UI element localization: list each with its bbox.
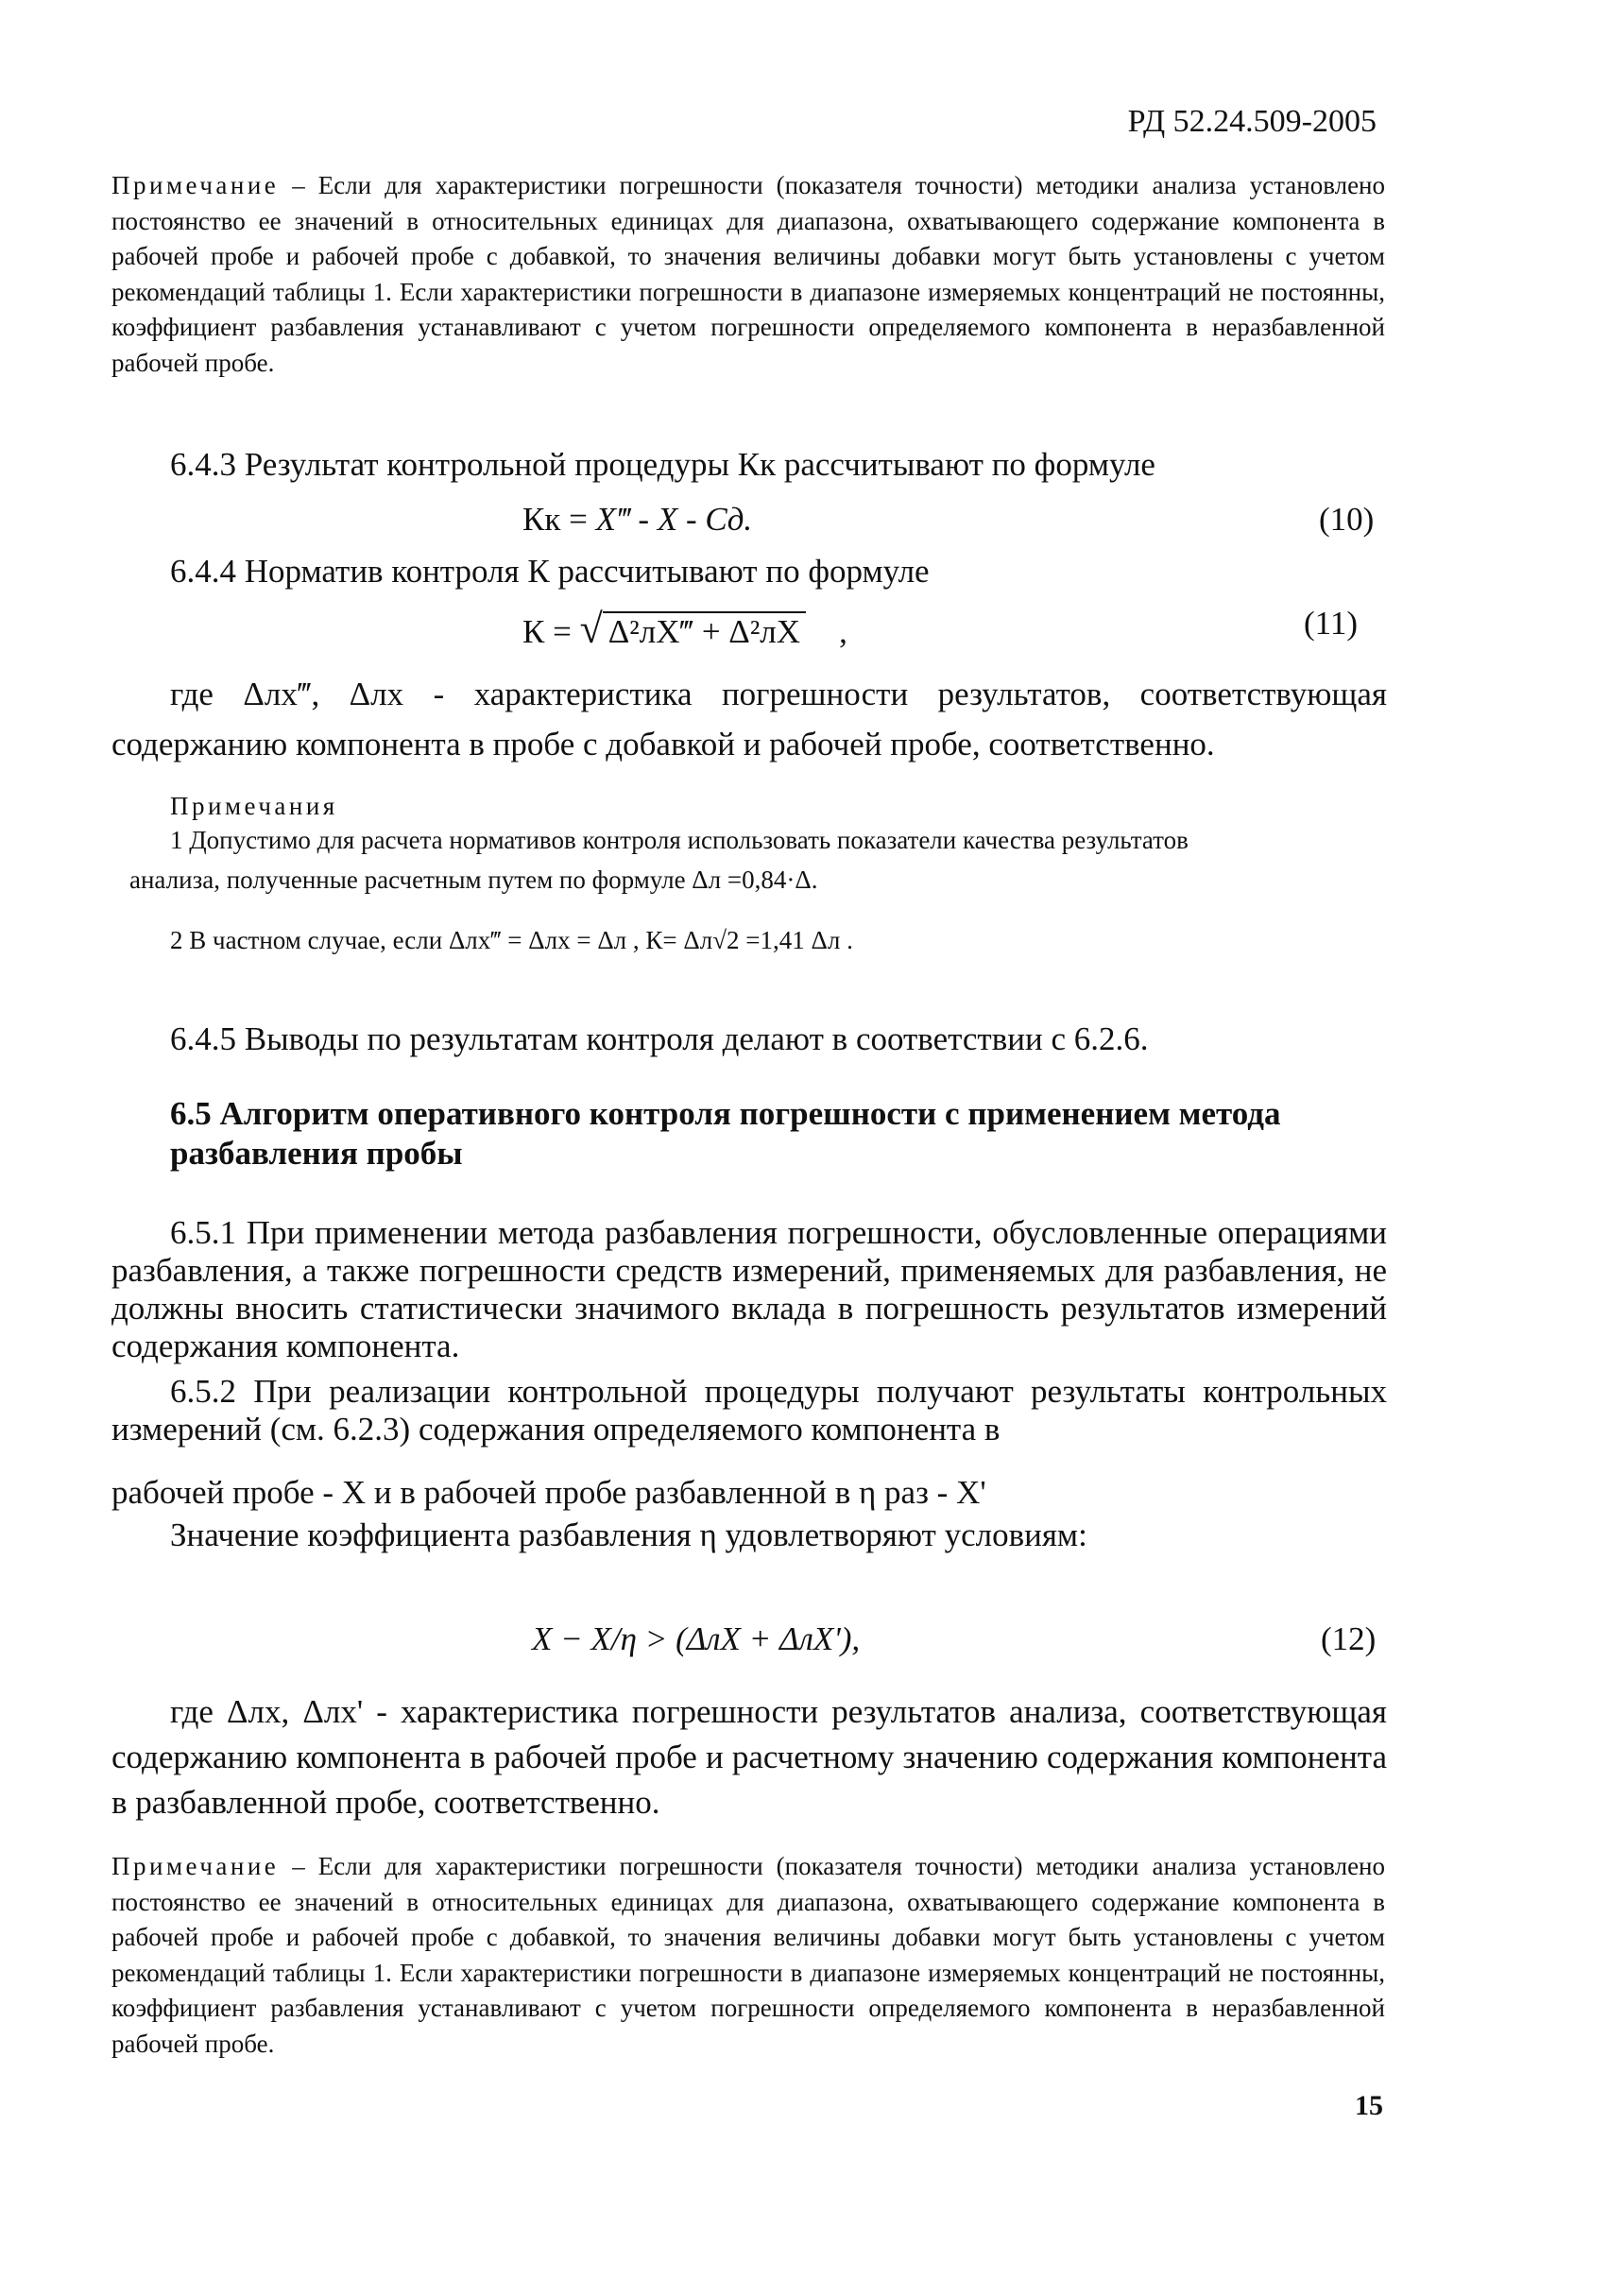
formula-10-body: X‴ - X - Cд. xyxy=(595,501,753,538)
note-2: 2 В частном случае, если Δлх‴ = Δлх = Δл , К= Δл√2 =1,41 Δл . xyxy=(170,926,853,954)
paragraph-6-5-2-a: 6.5.2 При реализации контрольной процедуры получают результаты контрольных измерений (см. 6.2.3) содержания определяемого компонента в xyxy=(111,1373,1387,1448)
formula-10 xyxy=(522,501,752,539)
formula-12-body: X − X/η > (ΔлX + ΔлX'), xyxy=(532,1620,861,1657)
formula-11 xyxy=(522,605,847,653)
page-number: 15 xyxy=(1355,2090,1383,2121)
paragraph-6-5-2-b: рабочей пробе - X и в рабочей пробе разбавленной в η раз - X' xyxy=(111,1474,986,1511)
formula-11-lhs: К = xyxy=(522,613,580,650)
note-top xyxy=(111,168,1385,382)
note-bottom xyxy=(111,1849,1385,2063)
note-1-line-a: 1 Допустимо для расчета нормативов контроля использовать показатели качества результатов xyxy=(170,826,1189,854)
paragraph-6-4-4: 6.4.4 Норматив контроля К рассчитывают по формуле xyxy=(170,553,930,590)
formula-10-lhs: Кк = xyxy=(522,501,596,538)
paragraph-6-4-5: 6.4.5 Выводы по результатам контроля делают в соответствии с 6.2.6. xyxy=(170,1020,1149,1057)
paragraph-6-5-1: 6.5.1 При применении метода разбавления погрешности, обусловленные операциями разбавления, а также погрешности средств измерений, применяемых для разбавления, не должны вносить статистически значимого вклада в погрешность результатов измерений содержания компонента. xyxy=(111,1214,1387,1364)
note-label: Примечание xyxy=(111,1852,280,1880)
formula-11-comma: , xyxy=(839,613,847,650)
document-code-header: РД 52.24.509-2005 xyxy=(1127,104,1377,139)
note-text: – Если для характеристики погрешности (показателя точности) методики анализа установлено постоянство ее значений в относительных единицах для диапазона, охватывающего содержание компонента в рабочей пробе и рабочей пробе с добавкой, то значения величины добавки могут быть установлены с учетом рекомендаций таблицы 1. Если характеристики погрешности в диапазоне измеряемых концентраций не постоянны, коэффициент разбавления устанавливают с учетом погрешности определяемого компонента в неразбавленной рабочей пробе. xyxy=(111,1852,1385,2058)
paragraph-6-5-2-c: Значение коэффициента разбавления η удовлетворяют условиям: xyxy=(170,1516,1087,1553)
notes-title: Примечания xyxy=(170,792,338,820)
note-text: – Если для характеристики погрешности (показателя точности) методики анализа установлено постоянство ее значений в относительных единицах для диапазона, охватывающего содержание компонента в рабочей пробе и рабочей пробе с добавкой, то значения величины добавки могут быть установлены с учетом рекомендаций таблицы 1. Если характеристики погрешности в диапазоне измеряемых концентраций не постоянны, коэффициент разбавления устанавливают с учетом погрешности определяемого компонента в неразбавленной рабочей пробе. xyxy=(111,171,1385,377)
equation-number-11: (11) xyxy=(1304,605,1359,642)
section-heading-6-5: 6.5 Алгоритм оперативного контроля погрешности с применением метода разбавления пробы xyxy=(170,1095,1281,1172)
equation-number-10: (10) xyxy=(1319,501,1375,538)
where-clause-2: где Δлх, Δлх' - характеристика погрешности результатов анализа, соответствующая содержанию компонента в рабочей пробе и расчетному значению содержания компонента в разбавленной пробе, соответственно. xyxy=(111,1693,1387,1821)
note-label: Примечание xyxy=(111,171,280,199)
equation-number-12: (12) xyxy=(1321,1620,1377,1657)
where-clause-1: где Δлх‴, Δлх - характеристика погрешности результатов, соответствующая содержанию компонента в пробе с добавкой и рабочей пробе, соответственно. xyxy=(111,676,1387,762)
note-1-line-b: анализа, полученные расчетным путем по формуле Δл =0,84·Δ. xyxy=(129,865,818,894)
sqrt-symbol: √ xyxy=(579,606,603,652)
paragraph-6-4-3: 6.4.3 Результат контрольной процедуры Кк рассчитывают по формуле xyxy=(170,446,1155,483)
formula-12 xyxy=(532,1620,860,1658)
formula-11-body: Δ²лX‴ + Δ²лX xyxy=(603,611,806,650)
